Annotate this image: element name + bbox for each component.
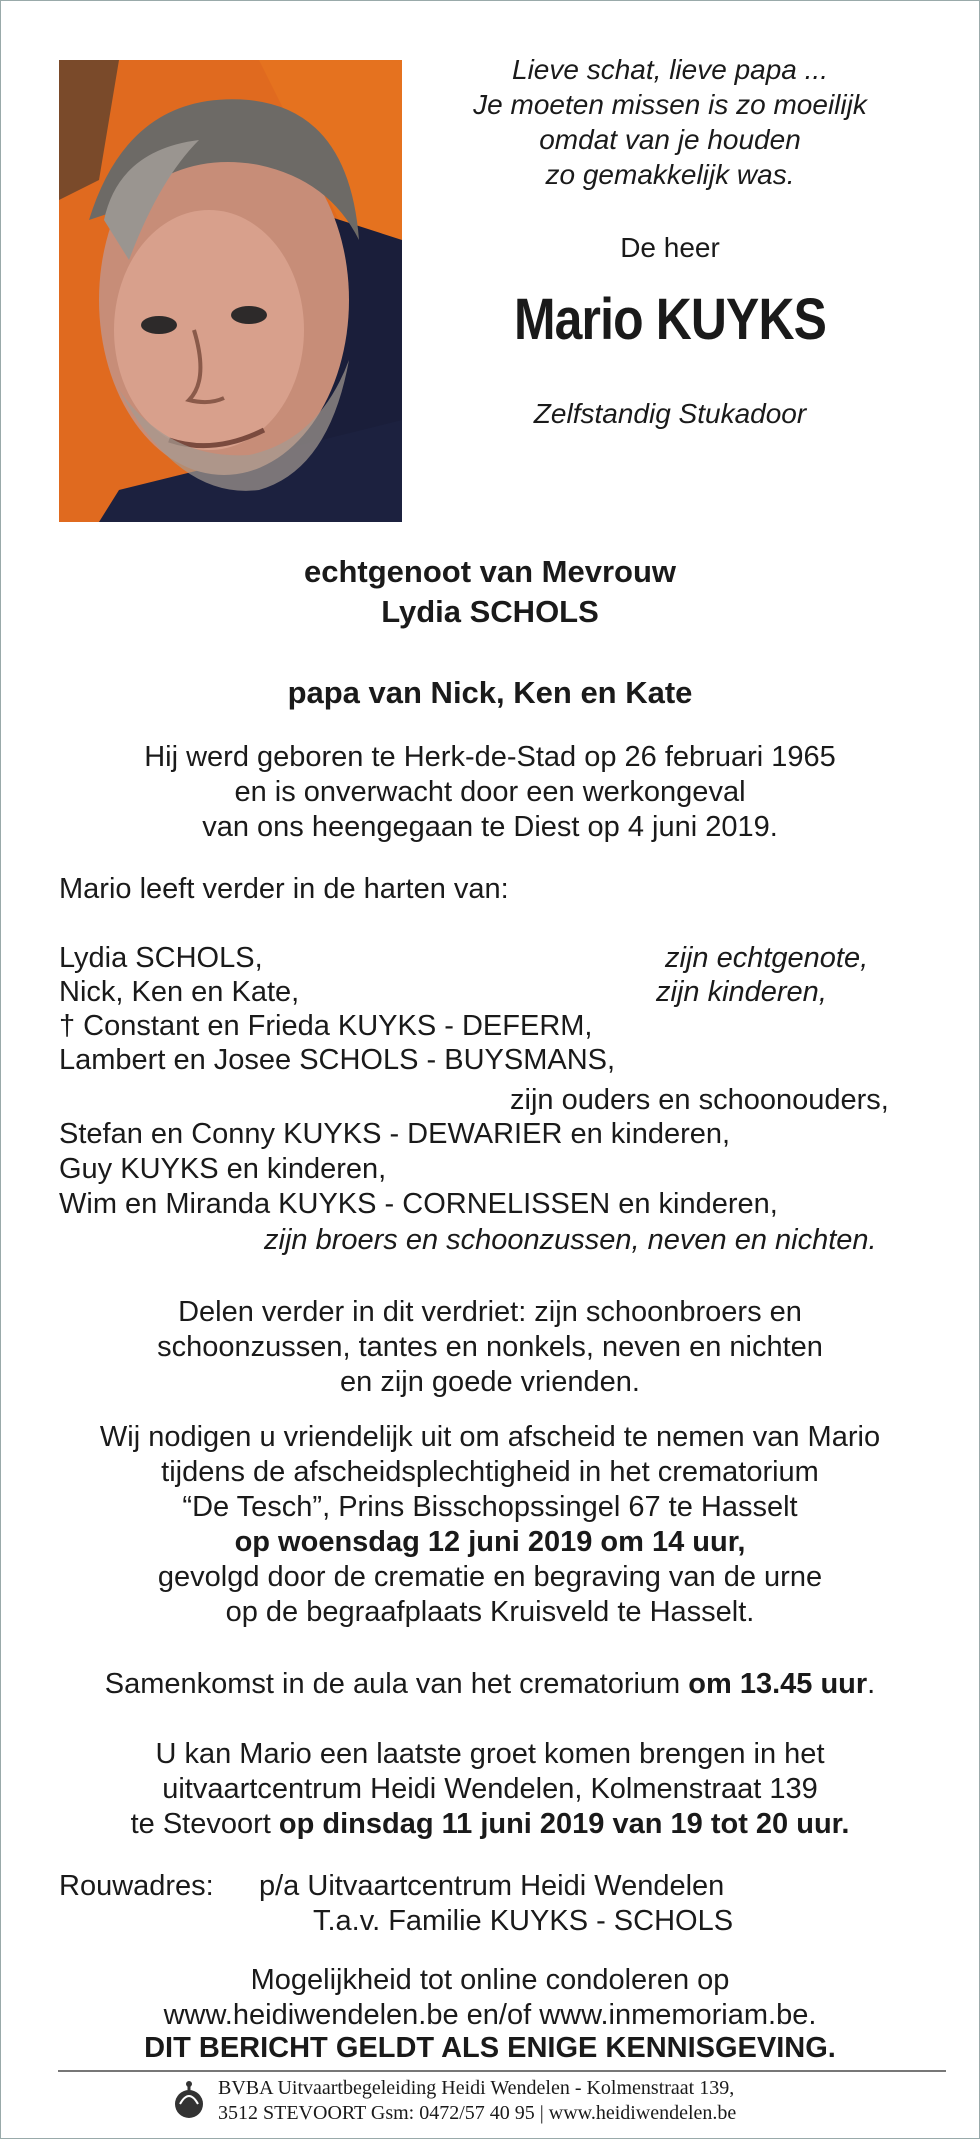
- online-block: [0, 1963, 980, 2033]
- family-relation: zijn broers en schoonzussen, neven en nichten.: [264, 1224, 877, 1256]
- visit-line: uitvaartcentrum Heidi Wendelen, Kolmenstraat 139: [162, 1773, 818, 1805]
- visit-block: [0, 1737, 980, 1842]
- invite-line: Wij nodigen u vriendelijk uit om afscheid te nemen van Mario: [99, 1421, 881, 1453]
- funeral-home-logo-icon: [170, 2080, 208, 2120]
- invite-line: op de begraafplaats Kruisveld te Hasselt.: [225, 1596, 755, 1628]
- gathering-time: om 13.45 uur: [688, 1668, 868, 1700]
- footer-line-1: BVBA Uitvaartbegeleiding Heidi Wendelen - Kolmenstraat 139,: [218, 2077, 735, 2099]
- invite-date: op woensdag 12 juni 2019 om 14 uur,: [234, 1526, 746, 1558]
- family-row: Guy KUYKS en kinderen,: [59, 1153, 387, 1185]
- visit-place: te Stevoort: [130, 1808, 279, 1840]
- birth-line: en is onverwacht door een werkongeval: [234, 776, 746, 808]
- spouse-line-1: echtgenoot van Mevrouw: [303, 554, 677, 589]
- gathering-end: .: [867, 1668, 876, 1700]
- address-line: T.a.v. Familie KUYKS - SCHOLS: [313, 1905, 734, 1937]
- family-relation: zijn echtgenote,: [665, 942, 869, 974]
- invite-line: “De Tesch”, Prins Bisschopssingel 67 te Hasselt: [182, 1491, 798, 1523]
- birth-block: [0, 740, 980, 845]
- footer: [218, 2076, 736, 2126]
- honorific: De heer: [620, 232, 720, 263]
- gathering-line: [0, 1667, 980, 1702]
- family-relation: zijn ouders en schoonouders,: [510, 1084, 889, 1116]
- family-row: Nick, Ken en Kate,: [59, 976, 300, 1008]
- gathering-text: Samenkomst in de aula van het crematorium: [104, 1668, 689, 1700]
- invite-line: gevolgd door de crematie en begraving van de urne: [157, 1561, 823, 1593]
- family-row: Lydia SCHOLS,: [59, 942, 263, 974]
- address-line: p/a Uitvaartcentrum Heidi Wendelen: [259, 1870, 725, 1902]
- visit-line: U kan Mario een laatste groet komen brengen in het: [155, 1738, 825, 1770]
- share-block: [0, 1295, 980, 1400]
- family-row: Wim en Miranda KUYKS - CORNELISSEN en kinderen,: [59, 1188, 778, 1220]
- share-line: schoonzussen, tantes en nonkels, neven en nichten: [157, 1331, 823, 1363]
- family-relation: zijn kinderen,: [656, 976, 827, 1008]
- birth-line: Hij werd geboren te Herk-de-Stad op 26 februari 1965: [144, 741, 836, 773]
- address-label: Rouwadres:: [59, 1870, 214, 1902]
- visit-line: [0, 1807, 980, 1842]
- family-row: Stefan en Conny KUYKS - DEWARIER en kinderen,: [59, 1118, 731, 1150]
- footer-line-2: 3512 STEVOORT Gsm: 0472/57 40 95 | www.heidiwendelen.be: [218, 2102, 737, 2124]
- online-line: www.heidiwendelen.be en/of www.inmemoriam.be.: [163, 1999, 817, 2031]
- portrait-photo: [59, 60, 402, 522]
- poem-line: omdat van je houden: [539, 124, 801, 155]
- notice: DIT BERICHT GELDT ALS ENIGE KENNISGEVING.: [144, 2032, 836, 2064]
- footer-divider: [58, 2070, 946, 2072]
- invite-block: [0, 1420, 980, 1630]
- poem-line: Lieve schat, lieve papa ...: [512, 54, 828, 85]
- online-line: Mogelijkheid tot online condoleren op: [250, 1964, 730, 1996]
- birth-line: van ons heengegaan te Diest op 4 juni 2019.: [202, 811, 778, 843]
- poem: [420, 52, 920, 192]
- share-line: Delen verder in dit verdriet: zijn schoonbroers en: [178, 1296, 802, 1328]
- lives-on-line: Mario leeft verder in de harten van:: [59, 873, 509, 905]
- share-line: en zijn goede vrienden.: [340, 1366, 640, 1398]
- poem-line: zo gemakkelijk was.: [545, 159, 795, 190]
- father-line: papa van Nick, Ken en Kate: [287, 675, 693, 710]
- family-row: Lambert en Josee SCHOLS - BUYSMANS,: [59, 1044, 616, 1076]
- spouse-line-2: Lydia SCHOLS: [381, 594, 599, 629]
- spouse-block: [0, 552, 980, 632]
- visit-date: op dinsdag 11 juni 2019 van 19 tot 20 uur.: [278, 1808, 850, 1840]
- deceased-name: Mario KUYKS: [513, 287, 827, 352]
- occupation: Zelfstandig Stukadoor: [533, 398, 807, 429]
- family-row: † Constant en Frieda KUYKS - DEFERM,: [59, 1010, 593, 1042]
- invite-line: tijdens de afscheidsplechtigheid in het crematorium: [161, 1456, 819, 1488]
- poem-line: Je moeten missen is zo moeilijk: [473, 89, 867, 120]
